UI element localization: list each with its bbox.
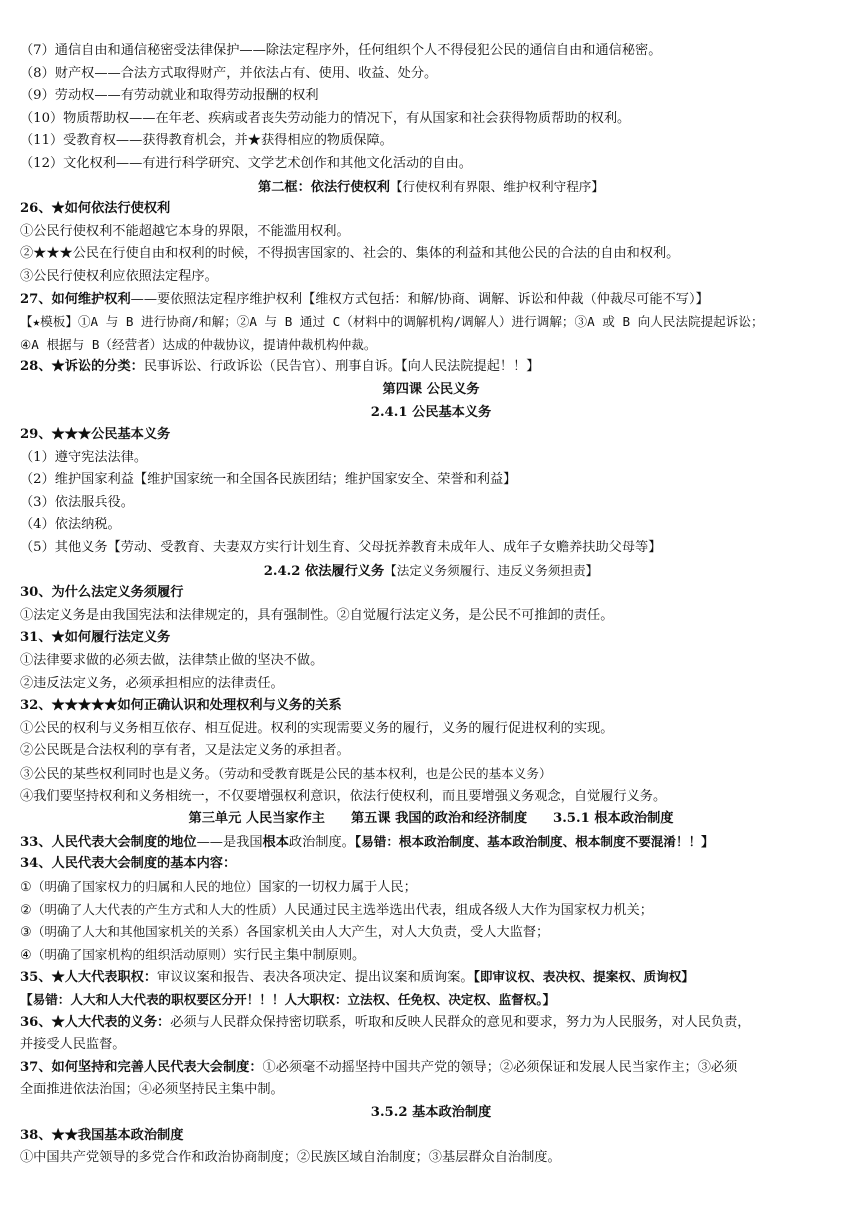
section-title: 3.5.1 根本政治制度 [553,811,674,827]
text-line: （12）文化权利——有进行科学研究、文学艺术创作和其他文化活动的自由。 [20,155,472,171]
heading-note: 【行使权利有界限、维护权利守程序】 [389,178,604,194]
question-heading: 26、★如何依法行使权利 [20,201,171,217]
text-line: 全面推进依法治国；④必须坚持民主集中制。 [20,1082,284,1098]
item-note: （明确了人大代表的产生方式和人大的性质） [31,901,284,917]
section-heading: 2.4.1 公民基本义务 [370,404,492,420]
question-line [20,966,842,989]
unit-heading [20,808,842,831]
text-line: （9）劳动权——有劳动就业和取得劳动报酬的权利 [20,88,319,104]
heading-text: 第二框：依法行使权利 [258,179,390,195]
text-line: ③公民行使权利应依照法定程序。 [20,268,218,284]
text-line: ①法定义务是由我国宪法和法律规定的，具有强制性。②自觉履行法定义务，是公民不可推卸的责任。 [20,607,614,623]
question-text: 必须与人民群众保持密切联系，听取和反映人民群众的意见和要求，努力为人民服务，对人民负责， [170,1014,751,1030]
question-label: 33、人民代表大会制度的地位 [20,834,197,850]
question-label: 37、如何坚持和完善人民代表大会制度： [20,1059,263,1075]
lesson-title: 第五课 我国的政治和经济制度 [351,811,528,827]
question-text: 审议议案和报告、表决各项决定、提出议案和质询案。 [157,970,474,986]
question-label: 27、如何维护权利 [20,291,131,307]
text-line: ①法律要求做的必须去做，法律禁止做的坚决不做。 [20,653,324,669]
text-line: （2）维护国家利益【维护国家统一和全国各民族团结；维护国家安全、荣誉和利益】 [20,472,517,488]
question-label: 28、★诉讼的分类： [20,359,144,375]
text-line: （7）通信自由和通信秘密受法律保护——除法定程序外，任何组织个人不得侵犯公民的通信自由和通信秘密。 [20,43,662,58]
text-line [20,876,842,899]
question-text: 民事诉讼、行政诉讼（民告官）、刑事自诉。【向人民法院提起！！】 [143,359,540,375]
text-line: （4）依法纳税。 [20,517,121,533]
question-heading: 30、为什么法定义务须履行 [20,585,184,601]
text-line: ②★★★公民在行使自由和权利的时候，不得损害国家的、社会的、集体的利益和其他公民的合法的自由和权利。 [20,246,680,262]
text-line: （8）财产权——合法方式取得财产，并依法占有、使用、收益、处分。 [20,65,438,81]
text-line [20,899,842,922]
heading-text: 2.4.2 依法履行义务 [263,563,385,579]
item-text: 国家的一切权力属于人民； [258,879,417,895]
text-line [20,763,842,786]
question-heading: 34、人民代表大会制度的基本内容： [20,856,237,872]
question-text: ——要依照法定程序维护权利【维权方式包括：和解/协商、调解、诉讼和仲裁（仲裁尽可能不写）】 [130,291,709,307]
text-line [20,944,842,967]
warning-note: 【易错：根本政治制度、基本政治制度、根本制度不要混淆！！】 [354,833,714,849]
lesson-title: 第四课 公民义务 [382,381,480,397]
heading-note: 【法定义务须履行、违反义务须担责】 [384,562,599,578]
text-line: ④我们要坚持权利和义务相统一，不仅要增强权利意识，依法行使权利，而且要增强义务观念，自觉履行义务。 [20,788,667,804]
text-line: ①公民的权利与义务相互依存、相互促进。权利的实现需要义务的履行，义务的履行促进权利的实现。 [20,720,614,736]
question-label: 35、★人大代表职权： [20,970,158,986]
template-line: ④A 根据与 B（经营者）达成的仲裁协议，提请仲裁机构仲裁。 [20,336,377,352]
question-text: ——是我国 [196,834,263,850]
question-text: ①必须毫不动摇坚持中国共产党的领导；②必须保证和发展人民当家作主；③必须 [262,1059,738,1075]
text-line [20,921,842,944]
item-text: 人民通过民主选举选出代表，组成各级人大作为国家权力机关； [283,902,653,918]
question-heading: 38、★★我国基本政治制度 [20,1127,184,1143]
question-line [20,1057,842,1080]
template-line: 【★模板】①A 与 B 进行协商/和解；②A 与 B 通过 C（材料中的调解机构/调解人）进行调解；③A 或 B 向人民法院提起诉讼； [20,314,764,330]
item-text: 实行民主集中制原则。 [233,947,366,963]
item-text: 各国家机关由人大产生，对人大负责，受人大监督； [245,925,550,941]
text-line: （1）遵守宪法法律。 [20,449,148,465]
text-line: ①公民行使权利不能超越它本身的界限，不能滥用权利。 [20,223,350,239]
text-line: 并接受人民监督。 [20,1037,126,1053]
section-heading [20,560,842,583]
warning-note: 【易错：人大和人大代表的职权要区分开！！！人大职权：立法权、任免权、决定权、监督权。】 [20,991,556,1007]
question-note: 【即审议权、表决权、提案权、质询权】 [473,969,694,985]
question-line [20,289,842,312]
item-marker: ② [20,902,32,918]
question-line [20,1012,842,1035]
text-line: ②违反法定义务，必须承担相应的法律责任。 [20,675,284,691]
question-heading: 32、★★★★★如何正确认识和处理权利与义务的关系 [20,698,342,714]
item-marker: ① [20,879,32,895]
unit-title: 第三单元 人民当家作主 [188,811,325,827]
text-part: ③公民的某些权利同时也是义务。 [20,767,218,782]
text-line: ①中国共产党领导的多党合作和政治协商制度；②民族区域自治制度；③基层群众自治制度。 [20,1150,561,1166]
item-marker: ③ [20,925,32,941]
question-label: 36、★人大代表的义务： [20,1014,171,1030]
question-heading: 29、★★★公民基本义务 [20,427,171,443]
emphasis-text: 根本 [262,834,289,850]
item-note: （明确了国家权力的归属和人民的地位） [31,878,259,894]
section-heading: 3.5.2 基本政治制度 [370,1104,492,1120]
section-heading [20,176,842,199]
question-line [20,831,842,854]
text-line: （3）依法服兵役。 [20,494,134,510]
text-line: ②公民既是合法权利的享有者，又是法定义务的承担者。 [20,743,350,759]
text-line: （10）物质帮助权——在年老、疾病或者丧失劳动能力的情况下，有从国家和社会获得物质帮助的权利。 [20,110,631,126]
text-note: （劳动和受教育既是公民的基本权利，也是公民的基本义务） [217,766,552,781]
item-marker: ④ [20,947,32,963]
text-line: （11）受教育权——获得教育机会，并★获得相应的物质保障。 [20,133,393,149]
text-line: （5）其他义务【劳动、受教育、夫妻双方实行计划生育、父母抚养教育未成年人、成年子女赡养扶助父母等】 [20,540,662,556]
question-heading: 31、★如何履行法定义务 [20,630,171,646]
item-note: （明确了国家机构的组织活动原则） [31,946,234,962]
question-text: 政治制度。 [288,834,355,850]
item-note: （明确了人大和其他国家机关的关系） [31,924,246,940]
question-line [20,356,842,379]
